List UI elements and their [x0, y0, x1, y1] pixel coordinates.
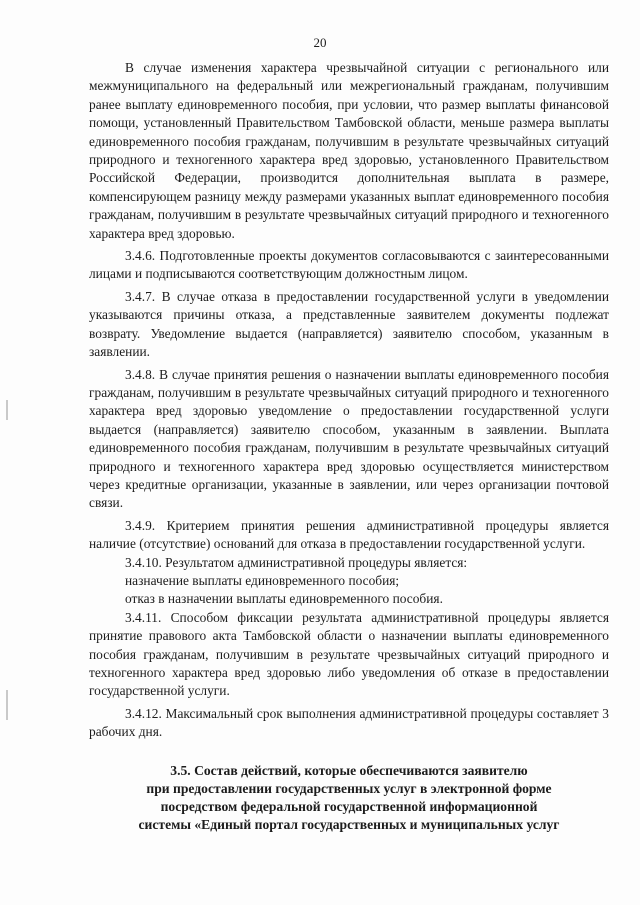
- paragraph-3-4-10: 3.4.10. Результатом административной процедуры является:: [125, 554, 468, 570]
- heading-line: 3.5. Состав действий, которые обеспечиваются заявителю: [170, 762, 528, 778]
- result-item-refusal: отказ в назначении выплаты единовременного пособия.: [125, 591, 443, 607]
- paragraph-3-4-8: 3.4.8. В случае принятия решения о назначении выплаты единовременного пособия гражданам, получившим в результате чрезвычайных ситуаций природного и техногенного характера вред здоровью уведомление о предоставлении государственной услуги выдается (направляется) заявителю способом, указанным в заявлении. Выплата единовременного пособия гражданам, получившим в результате чрезвычайных ситуаций природного и техногенного характера вред здоровью осуществляется министерством через кредитные организации, указанные в заявлении, или через организации почтовой связи.: [89, 366, 609, 511]
- document-body: [89, 59, 609, 834]
- scan-margin-mark: [6, 400, 8, 420]
- heading-line: посредством федеральной государственной информационной: [160, 799, 538, 815]
- heading-line: при предоставлении государственных услуг в электронной форме: [146, 780, 552, 796]
- paragraph-additional-payment: В случае изменения характера чрезвычайной ситуации с регионального или межмуниципального на федеральный или межрегиональный гражданам, получившим ранее выплату единовременного пособия, при условии, что размер выплаты финансовой помощи, установленный Правительством Тамбовской области, меньше размера выплаты единовременного пособия гражданам, получившим в результате чрезвычайных ситуаций природного и техногенного характера вред здоровью, установленного Правительством Российской Федерации, производится дополнительная выплата в размере, компенсирующем разницу между размерами указанных выплат единовременного пособия гражданам, получившим в результате чрезвычайных ситуаций природного и техногенного характера вред здоровью.: [89, 60, 609, 241]
- paragraph-3-4-9: 3.4.9. Критерием принятия решения административной процедуры является наличие (отсутствие) оснований для отказа в предоставлении государственной услуги.: [89, 517, 609, 552]
- scan-margin-mark: [6, 690, 8, 720]
- heading-line: системы «Единый портал государственных и муниципальных услуг: [138, 817, 560, 833]
- paragraph-3-4-6: 3.4.6. Подготовленные проекты документов согласовываются с заинтересованными лицами и подписываются соответствующим должностным лицом.: [89, 248, 609, 282]
- paragraph-3-4-7: 3.4.7. В случае отказа в предоставлении государственной услуги в уведомлении указываются причины отказа, а представленные заявителем документы подлежат возврату. Уведомление выдается (направляется) заявителю способом, указанным в заявлении.: [89, 288, 609, 360]
- paragraph-3-4-12: 3.4.12. Максимальный срок выполнения административной процедуры составляет 3 рабочих дня.: [89, 705, 609, 740]
- page-number: 20: [313, 35, 327, 50]
- paragraph-3-4-11: 3.4.11. Способом фиксации результата административной процедуры является принятие правового акта Тамбовской области о назначении выплаты единовременного пособия гражданам, получившим в результате чрезвычайных ситуаций природного и техногенного характера вред здоровью либо уведомления об отказе в предоставлении государственной услуги.: [89, 609, 609, 699]
- result-item-assignment: назначение выплаты единовременного пособия;: [125, 572, 400, 588]
- section-heading-3-5: [89, 762, 609, 835]
